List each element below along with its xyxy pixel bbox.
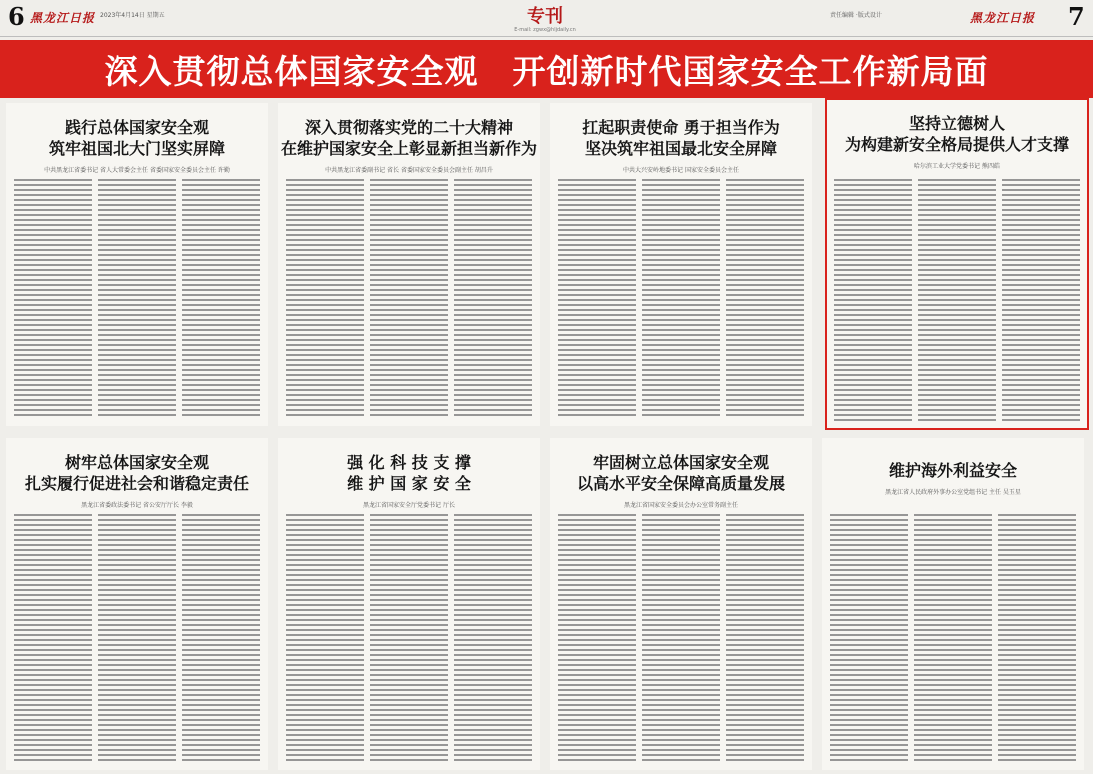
- section-label: 专刊: [527, 6, 563, 27]
- article-headline: [550, 103, 812, 159]
- article-body: [834, 179, 1080, 421]
- headline-line-1: 维护海外利益安全: [888, 461, 1017, 480]
- article-byline: 黑龙江省国家安全委员会办公室常务副主任: [623, 502, 738, 509]
- article-byline: 黑龙江省委政法委书记 省公安厅厅长 李毅: [81, 502, 193, 509]
- article-body: [14, 514, 260, 762]
- text-column: [726, 514, 804, 762]
- text-column: [642, 179, 720, 418]
- text-column: [998, 514, 1076, 762]
- headline-line-2: 筑牢祖国北大门坚实屏障: [48, 139, 225, 158]
- article-headline: [278, 103, 540, 159]
- article-body: [558, 514, 804, 762]
- right-page-number: 7: [1068, 2, 1085, 31]
- article-byline: 黑龙江省人民政府外事办公室党组书记 主任 吴玉星: [885, 489, 1021, 496]
- headline-line-2: 以高水平安全保障高质量发展: [576, 474, 785, 493]
- text-column: [14, 514, 92, 762]
- headline-line-1: 坚持立德树人: [908, 114, 1005, 133]
- article-6[interactable]: [278, 438, 540, 770]
- article-body: [14, 179, 260, 418]
- headline-line-1: 扛起职责使命 勇于担当作为: [582, 118, 780, 137]
- right-masthead: 黑龙江日报: [970, 11, 1036, 25]
- text-column: [286, 514, 364, 762]
- article-headline: [6, 438, 268, 494]
- article-4-selected[interactable]: [826, 99, 1088, 429]
- text-column: [286, 179, 364, 418]
- text-column: [558, 514, 636, 762]
- headline-line-1: 深入贯彻落实党的二十大精神: [304, 118, 513, 137]
- article-1[interactable]: [6, 103, 268, 426]
- text-column: [642, 514, 720, 762]
- text-column: [370, 179, 448, 418]
- text-column: [370, 514, 448, 762]
- headline-line-1: 践行总体国家安全观: [64, 118, 209, 137]
- article-body: [286, 179, 532, 418]
- text-column: [98, 179, 176, 418]
- article-5[interactable]: [6, 438, 268, 770]
- article-headline: [822, 438, 1084, 481]
- text-column: [98, 514, 176, 762]
- headline-line-2: 扎实履行促进社会和谐稳定责任: [24, 474, 249, 493]
- article-body: [558, 179, 804, 418]
- headline-line-1: 牢固树立总体国家安全观: [592, 453, 769, 472]
- banner-title: 深入贯彻总体国家安全观 开创新时代国家安全工作新局面: [104, 51, 989, 91]
- text-column: [918, 179, 996, 421]
- article-byline: 中共大兴安岭地委书记 国家安全委员会主任: [623, 167, 739, 174]
- article-body: [830, 514, 1076, 762]
- article-headline: [278, 438, 540, 494]
- article-8[interactable]: [822, 438, 1084, 770]
- article-byline: 中共黑龙江省委书记 省人大常委会主任 省委国家安全委员会主任 许勤: [44, 167, 230, 174]
- text-column: [14, 179, 92, 418]
- article-headline: [550, 438, 812, 494]
- headline-line-2: 维 护 国 家 安 全: [347, 474, 471, 493]
- text-column: [454, 179, 532, 418]
- text-column: [1002, 179, 1080, 421]
- text-column: [726, 179, 804, 418]
- text-column: [834, 179, 912, 421]
- article-byline: 哈尔滨工业大学党委书记 熊四皓: [914, 163, 1000, 170]
- left-page-number: 6: [8, 2, 25, 31]
- text-column: [182, 514, 260, 762]
- article-byline: 中共黑龙江省委副书记 省长 省委国家安全委员会副主任 胡昌升: [325, 167, 493, 174]
- headline-line-2: 在维护国家安全上彰显新担当新作为: [280, 139, 537, 158]
- text-column: [454, 514, 532, 762]
- headline-line-1: 强 化 科 技 支 撑: [347, 453, 471, 472]
- text-column: [914, 514, 992, 762]
- article-byline: 黑龙江省国家安全厅党委书记 厅长: [363, 502, 455, 509]
- article-7[interactable]: [550, 438, 812, 770]
- article-headline: [6, 103, 268, 159]
- page-banner: [0, 40, 1093, 98]
- article-headline: [826, 99, 1088, 155]
- headline-line-1: 树牢总体国家安全观: [64, 453, 209, 472]
- left-meta: 2023年4月14日 星期五: [100, 12, 165, 19]
- text-column: [830, 514, 908, 762]
- article-3[interactable]: [550, 103, 812, 426]
- article-2[interactable]: [278, 103, 540, 426]
- text-column: [182, 179, 260, 418]
- text-column: [558, 179, 636, 418]
- headline-line-2: 为构建新安全格局提供人才支撑: [844, 135, 1069, 154]
- page-header: [0, 0, 1093, 37]
- article-body: [286, 514, 532, 762]
- right-meta: 责任编辑 ·版式设计: [830, 12, 882, 19]
- headline-line-2: 坚决筑牢祖国最北安全屏障: [584, 139, 777, 158]
- section-email: E-mail: zgwx@hljdaily.cn: [514, 27, 576, 33]
- left-masthead: 黑龙江日报: [30, 11, 96, 25]
